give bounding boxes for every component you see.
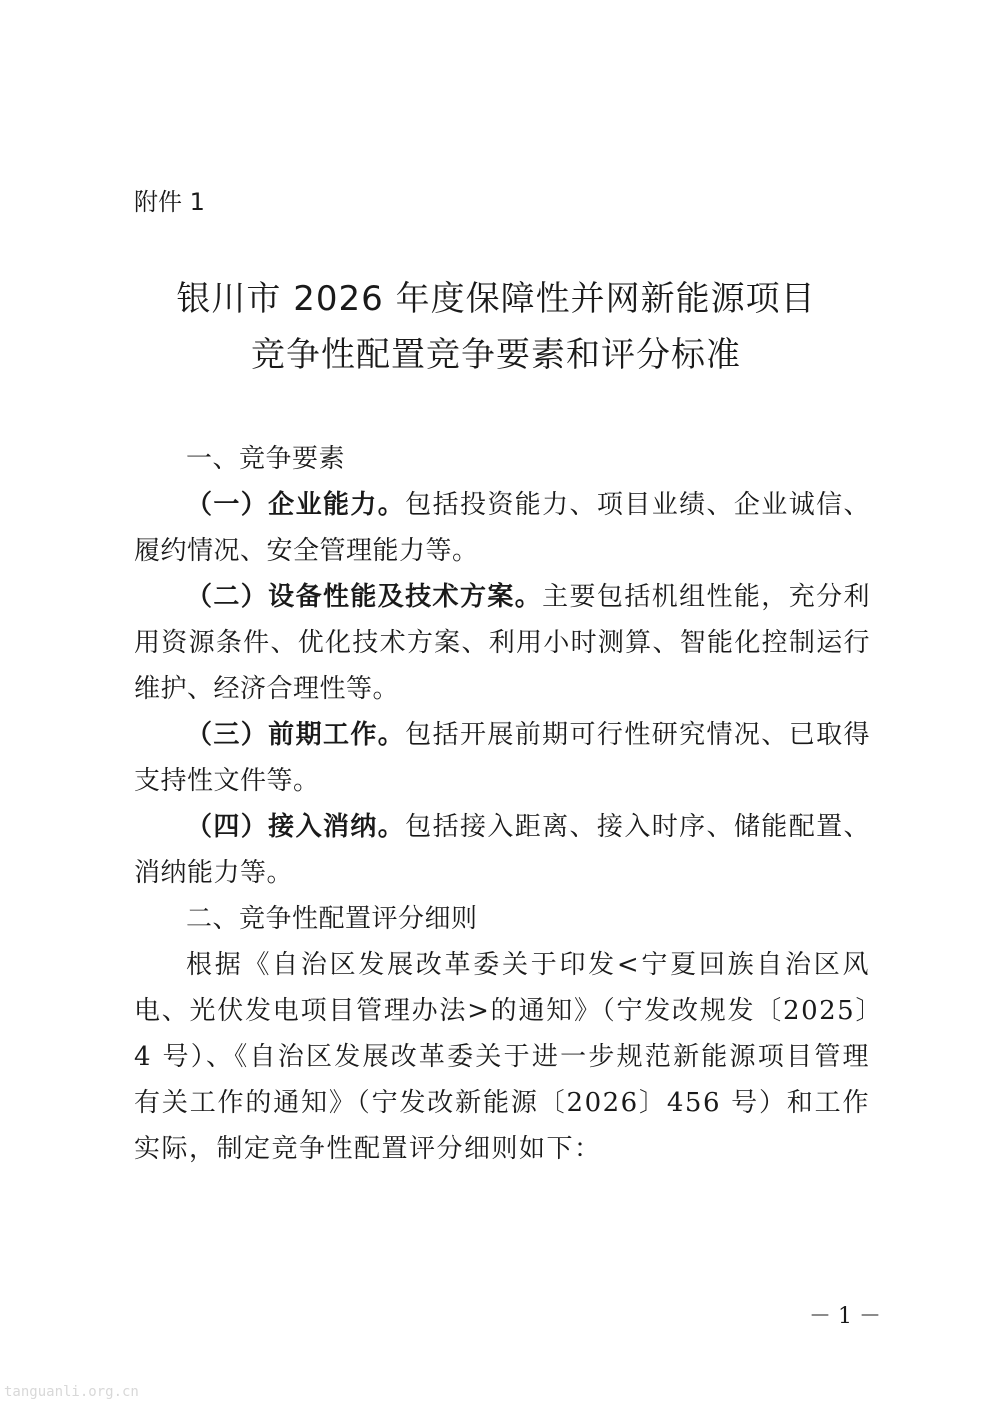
item-lead-4: （四）接入消纳。 [186,812,406,842]
document-title-line-1: 银川市 2026 年度保障性并网新能源项目 [176,279,816,319]
document-body [134,436,870,1172]
item-lead-2: （二）设备性能及技术方案。 [186,582,543,612]
paragraph-item-1 [134,482,870,574]
item-text-3: 包括开展前期可行性研究情况、已取得支持性文件等。 [134,720,870,796]
item-text-2: 主要包括机组性能，充分利用资源条件、优化技术方案、利用小时测算、智能化控制运行维护、经济合理性等。 [134,582,870,704]
item-lead-1: （一）企业能力。 [186,490,406,520]
paragraph-item-3 [134,712,870,804]
document-title-line-2: 竞争性配置竞争要素和评分标准 [251,335,741,375]
item-lead-3: （三）前期工作。 [186,720,406,750]
paragraph-item-2 [134,574,870,712]
attachment-label: 附件 1 [134,188,205,216]
section-heading-2: 二、竞争性配置评分细则 [186,904,478,934]
paragraph-section-2: 根据《自治区发展改革委关于印发<宁夏回族自治区风电、光伏发电项目管理办法>的通知》（宁发改规发〔2025〕4 号）、《自治区发展改革委关于进一步规范新能源项目管理有关工作的通知》（宁发改新能源〔2026〕456 号）和工作实际，制定竞争性配置评分细则如下： [134,950,870,1164]
item-text-4: 包括接入距离、接入时序、储能配置、消纳能力等。 [134,812,870,888]
item-text-1: 包括投资能力、项目业绩、企业诚信、履约情况、安全管理能力等。 [134,490,870,566]
section-heading-1: 一、竞争要素 [186,444,346,474]
paragraph-item-4 [134,804,870,896]
page-number: － 1 － [809,1304,881,1329]
watermark-text: tanguanli.org.cn [4,1384,139,1400]
